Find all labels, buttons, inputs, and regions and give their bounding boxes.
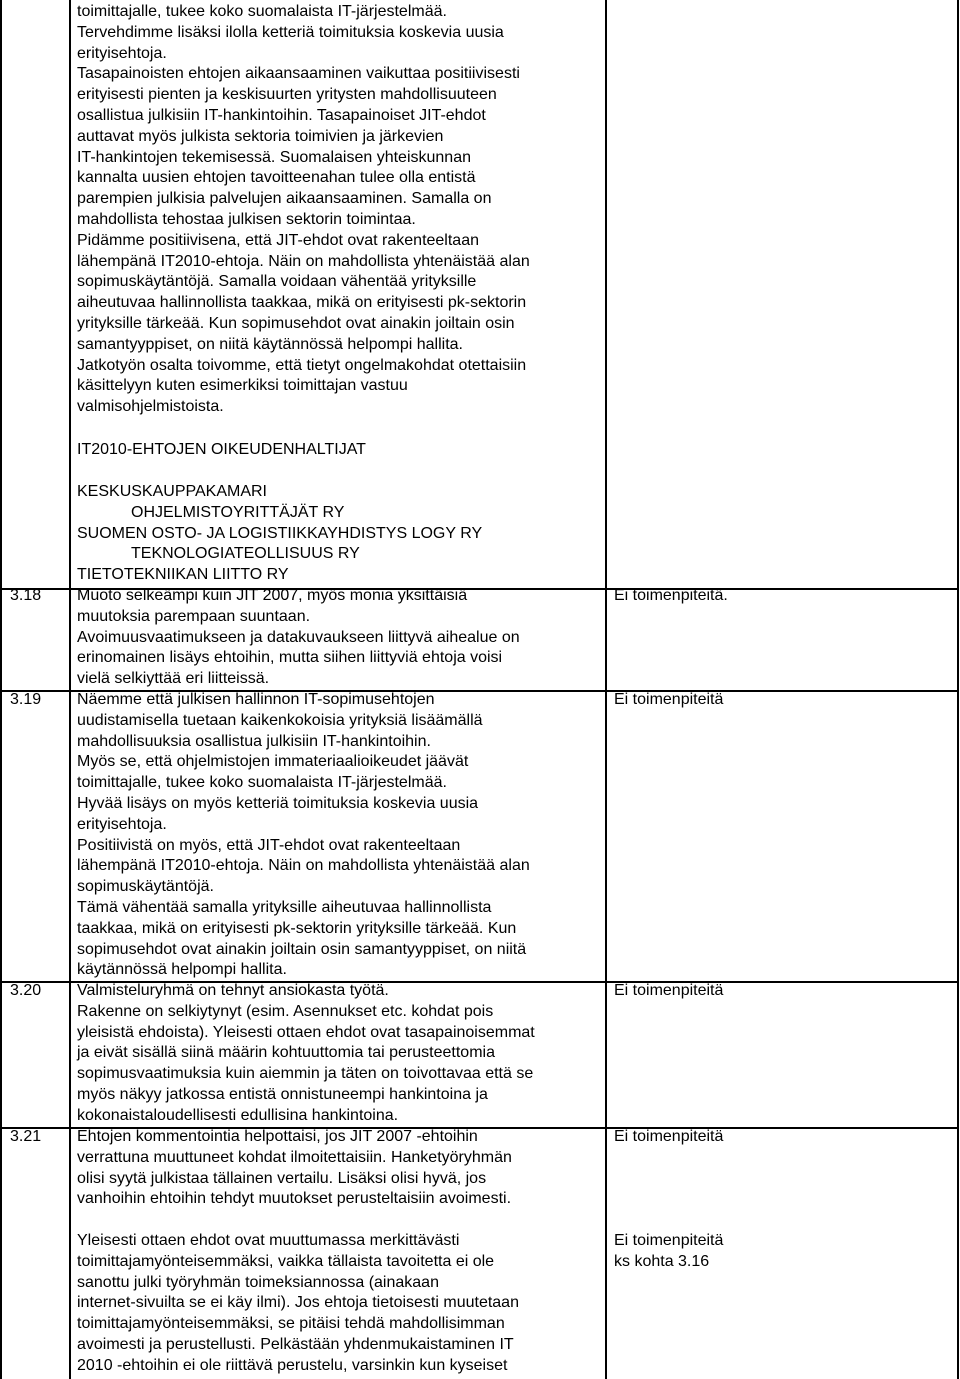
text-line: parempien julkisia palvelujen aikaansaaminen. Samalla on [77, 190, 492, 208]
text-line: Tasapainoisten ehtojen aikaansaaminen vaikuttaa positiivisesti [77, 65, 520, 83]
text-line: Pidämme positiivisena, että JIT-ehdot ovat rakenteeltaan [77, 231, 479, 249]
text-line: yrityksille tärkeää. Kun sopimusehdot ovat ainakin joiltain osin [77, 314, 515, 332]
text-line: myös näkyy jatkossa entistä onnistuneempi hankintoina ja [77, 1085, 488, 1103]
text-line: muutoksia parempaan suuntaan. [77, 607, 311, 625]
response-line: Ei toimenpiteitä [614, 982, 724, 999]
text-line: Myös se, että ohjelmistojen immateriaalioikeudet jäävät [77, 753, 469, 771]
text-line: Avoimuusvaatimukseen ja datakuvaukseen liittyvä aihealue on [77, 628, 520, 646]
text-line: Hyvää lisäys on myös ketteriä toimituksia koskevia uusia [77, 794, 479, 812]
response-line: Ei toimenpiteitä [614, 1128, 724, 1145]
text-line: lähempänä IT2010-ehtoja. Näin on mahdollista yhtenäistää alan [77, 857, 530, 875]
text-line: sopimuskäytäntöjä. Samalla voidaan vähentää yrityksille [77, 273, 477, 291]
text-line: toimittajamyönteisemmäksi, se pitäisi tehdä mahdollisimman [77, 1315, 505, 1333]
text-line: Rakenne on selkiytynyt (esim. Asennukset etc. kohdat pois [77, 1002, 494, 1020]
text-line: Yleisesti ottaen ehdot ovat muuttumassa merkittävästi [77, 1232, 460, 1249]
comment-text [77, 690, 600, 981]
text-line: vanhoihin ehtoihin tehdyt muutokset perusteltaisiin avoimesti. [77, 1190, 512, 1208]
text-line: Ehtojen kommentointia helpottaisi, jos JIT 2007 -ehtoihin [77, 1128, 478, 1145]
text-line: sopimuskäytäntöjä. [77, 878, 214, 896]
signatories-heading: IT2010-EHTOJEN OIKEUDENHALTIJAT [77, 441, 366, 458]
text-line: Tämä vähentää samalla yrityksille aiheutuvaa hallinnollista [77, 898, 492, 916]
response-line: Ei toimenpiteitä [614, 1232, 724, 1249]
text-line: erityisehtoja. [77, 44, 167, 62]
text-line: yleisistä ehdoista). Yleisesti ottaen ehdot ovat tasapainoisemmat [77, 1023, 535, 1041]
text-line: erityisehtoja. [77, 815, 167, 833]
response-text [614, 1127, 954, 1148]
response-text [614, 981, 954, 1002]
text-line: kannalta uusien ehtojen tavoitteenahan tulee olla entistä [77, 169, 476, 187]
text-line: sopimusehdot ovat ainakin joiltain osin samantyyppiset, on niitä [77, 940, 527, 958]
text-line: samantyyppiset, on niitä käytännössä helpompi hallita. [77, 335, 463, 353]
organization-name: KESKUSKAUPPAKAMARI [77, 483, 267, 500]
text-line: internet-sivuilta se ei käy ilmi). Jos ehtoja tietoisesti muutetaan [77, 1294, 519, 1312]
text-line: erinomainen lisäys ehtoihin, mutta siihen liittyviä ehtoja voisi [77, 649, 503, 667]
text-line: mahdollista tehostaa julkisen sektorin toimintaa. [77, 210, 416, 228]
text-line: Tervehdimme lisäksi ilolla ketteriä toimituksia koskevia uusia [77, 23, 504, 41]
text-line: erityisesti pienten ja keskisuurten yritysten mahdollisuuteen [77, 86, 497, 104]
response-text [614, 690, 954, 711]
text-line: käytännössä helpompi hallita. [77, 961, 287, 979]
text-line: Positiivistä on myös, että JIT-ehdot ovat rakenteeltaan [77, 836, 461, 854]
text-line: olisi syytä julkistaa tällainen vertailu. Lisäksi olisi hyvä, jos [77, 1169, 487, 1187]
text-line: käsittelyyn kuten esimerkiksi toimittajan vastuu [77, 377, 408, 395]
text-line: Jatkotyön osalta toivomme, että tietyt ongelmakohdat otettaisiin [77, 356, 527, 374]
signatories-list [77, 482, 600, 586]
row-number: 3.19 [10, 691, 42, 708]
text-line: toimittajalle, tukee koko suomalaista IT-järjestelmää. [77, 774, 447, 792]
text-line: verrattuna muuttuneet kohdat ilmoitettaisiin. Hanketyöryhmän [77, 1148, 512, 1166]
text-line: avoimesti ja perustellusti. Pelkästään yhdenmukaistaminen IT [77, 1335, 514, 1353]
text-line: Muoto selkeämpi kuin JIT 2007, myös monia yksittäisiä [77, 587, 468, 604]
organization-name: OHJELMISTOYRITTÄJÄT RY [131, 503, 345, 521]
text-line: sanottu julki työryhmän toimeksiannossa (ainakaan [77, 1273, 439, 1291]
text-line: toimittajamyönteisemmäksi, vaikka tällaista tavoitetta ei ole [77, 1252, 495, 1270]
response-text [614, 586, 954, 607]
organization-name: TIETOTEKNIIKAN LIITTO RY [77, 566, 289, 584]
text-line: 2010 -ehtoihin ei ole riittävä perustelu, varsinkin kun kyseiset [77, 1356, 508, 1374]
response-text-continued [614, 1231, 954, 1273]
text-line: auttavat myös julkista sektoria toimivien ja järkevien [77, 127, 444, 145]
row-number: 3.18 [10, 587, 42, 604]
comment-text [77, 1127, 600, 1210]
organization-name: SUOMEN OSTO- JA LOGISTIIKKAYHDISTYS LOGY RY [77, 524, 483, 542]
text-line: osallistua julkisiin IT-hankintoihin. Tasapainoiset JIT-ehdot [77, 106, 486, 124]
text-line: Valmisteluryhmä on tehnyt ansiokasta työtä. [77, 982, 389, 999]
text-line: taakkaa, mikä on erityisesti pk-sektorin yrityksille tärkeää. Kun [77, 919, 517, 937]
comment-text-continued [77, 1231, 600, 1377]
text-line: sopimusvaatimuksia kuin aiemmin ja täten on toivottavaa että se [77, 1065, 534, 1083]
row-number: 3.21 [10, 1128, 42, 1145]
response-line: Ei toimenpiteitä [614, 691, 724, 708]
text-line: vielä selkiyttää eri liitteissä. [77, 670, 270, 688]
comment-text [77, 586, 600, 690]
continued-comment-text [77, 2, 600, 418]
text-line: aiheutuvaa hallinnollista taakkaa, mikä on erityisesti pk-sektorin [77, 294, 527, 312]
text-line: valmisohjelmistoista. [77, 398, 224, 416]
response-line: Ei toimenpiteitä. [614, 587, 728, 604]
response-line: ks kohta 3.16 [614, 1252, 710, 1270]
text-line: IT-hankintojen tekemisessä. Suomalaisen yhteiskunnan [77, 148, 471, 166]
text-line: kokonaistaloudellisesti edullisina hankintoina. [77, 1106, 399, 1124]
comment-text [77, 981, 600, 1127]
text-line: uudistamisella tuetaan kaikenkokoisia yrityksiä lisäämällä [77, 711, 483, 729]
organization-name: TEKNOLOGIATEOLLISUUS RY [131, 545, 360, 563]
text-line: ja eivät sisällä siinä määrin kohtuuttomia tai perusteettomia [77, 1044, 495, 1062]
text-line: Näemme että julkisen hallinnon IT-sopimusehtojen [77, 691, 435, 708]
text-line: toimittajalle, tukee koko suomalaista IT-järjestelmää. [77, 3, 447, 20]
text-line: mahdollisuuksia osallistua julkisiin IT-hankintoihin. [77, 732, 431, 750]
text-line: lähempänä IT2010-ehtoja. Näin on mahdollista yhtenäistää alan [77, 252, 530, 270]
row-number: 3.20 [10, 982, 42, 999]
